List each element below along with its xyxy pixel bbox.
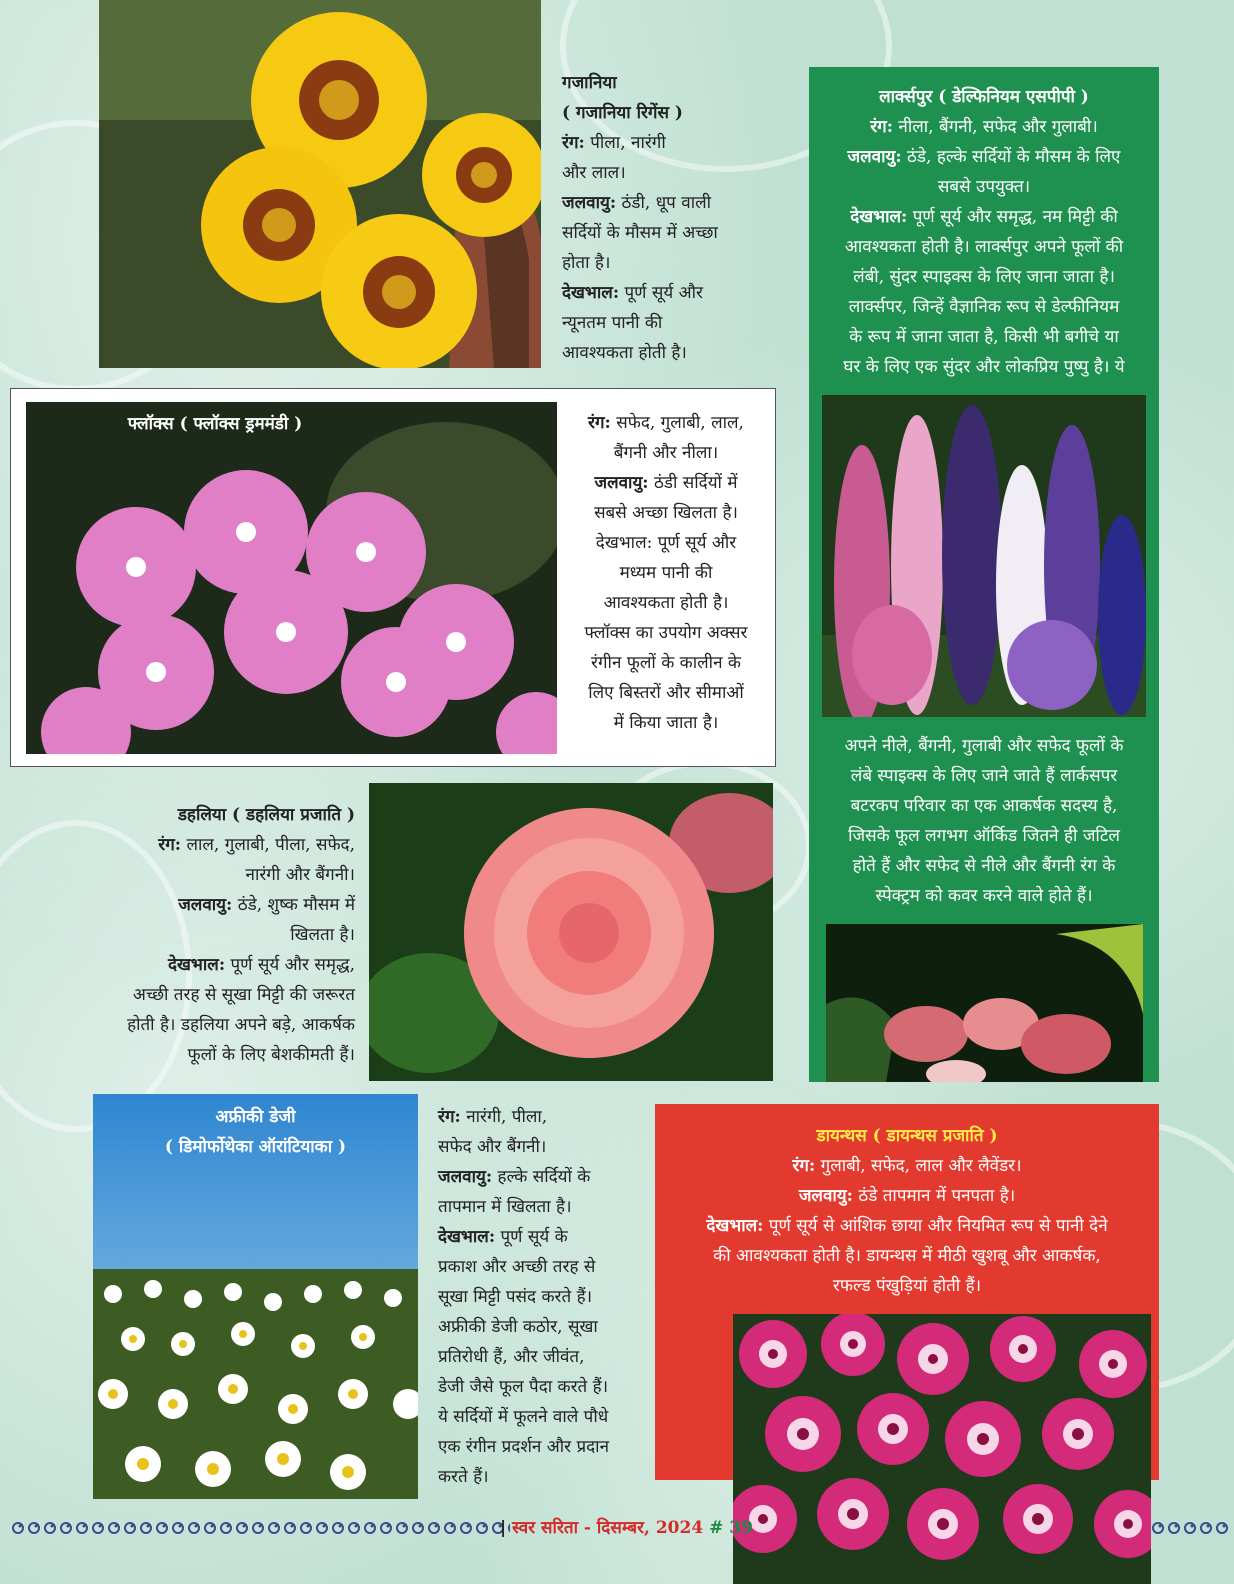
larkspur-line: आवश्यकता होती है। लार्क्सपुर अपने फूलों की xyxy=(844,237,1124,257)
phlox-line: रंगीन फूलों के कालीन के xyxy=(591,653,741,673)
african-daisy-title: अफ्रीकी डेजी ( डिमोर्फोथेका ऑरांटियाका ) xyxy=(164,1107,347,1157)
care-label: देखभाल: xyxy=(562,283,620,303)
page-number: # 39 xyxy=(709,1518,753,1538)
larkspur-line: बटरकप परिवार का एक आकर्षक सदस्य है, xyxy=(850,796,1118,816)
magazine-name: स्वर सरिता xyxy=(512,1518,578,1538)
african-daisy-line: करते हैं। xyxy=(438,1467,489,1487)
dianthus-line: की आवश्यकता होती है। डायन्थस में मीठी खुशबू और आकर्षक, xyxy=(713,1246,1101,1266)
issue-date: दिसम्बर, 2024 xyxy=(596,1518,704,1538)
larkspur-line: घर के लिए एक सुंदर और लोकप्रिय पुष्पु है। ये xyxy=(843,357,1125,377)
dahlia-photo xyxy=(369,783,773,1081)
phlox-line: लिए बिस्तरों और सीमाओं xyxy=(588,683,744,703)
larkspur-title: लार्क्सपुर ( डेल्फिनियम एसपीपी ) xyxy=(879,87,1089,107)
larkspur-line: लंबे स्पाइक्स के लिए जाने जाते हैं लार्कसपर xyxy=(850,766,1118,786)
larkspur-line: होते हैं और सफेद से नीले और बैंगनी रंग के xyxy=(852,856,1116,876)
larkspur-line: अपने नीले, बैंगनी, गुलाबी और सफेद फूलों के xyxy=(844,736,1124,756)
phlox-text: रंग: सफेद, गुलाबी, लाल, बैंगनी और नीला। जलवायु: ठंडी सर्दियों में सबसे अच्छा खिलता है। देखभाल: पूर्ण सूर्य और मध्यम पानी की आवश्यकता होती है। फ्लॉक्स का उपयोग अक्सर रंगीन फूलों के कालीन के लिए बिस्तरों और सीमाओं में किया जाता है। xyxy=(566,408,766,738)
gazania-subtitle: ( गजानिया रिगेंस ) xyxy=(562,103,683,123)
page-footer: | स्वर सरिता - दिसम्बर, 2024 # 39 xyxy=(0,1512,1234,1542)
gazania-photo xyxy=(99,0,541,368)
footer-ornament-right xyxy=(1150,1512,1230,1542)
phlox-photo xyxy=(26,402,557,754)
phlox-line: में किया जाता है। xyxy=(613,713,719,733)
african-daisy-line: सूखा मिट्टी पसंद करते हैं। xyxy=(438,1287,593,1307)
gazania-title: गजानिया xyxy=(562,73,617,93)
dianthus-text: डायन्थस ( डायन्थस प्रजाति ) रंग: गुलाबी, सफेद, लाल और लैवेंडर। जलवायु: ठंडे तापमान में पनपता है। देखभाल: पूर्ण सूर्य से आंशिक छाया और नियमित रूप से पानी देने की आवश्यकता होती है। डायन्थस में मीठी खुशबू और आकर्षक, रफल्ड पंखुड़ियां होती हैं। xyxy=(655,1121,1159,1301)
african-daisy-line: डेजी जैसे फूल पैदा करते हैं। xyxy=(438,1377,609,1397)
african-daisy-line: एक रंगीन प्रदर्शन और प्रदान xyxy=(438,1437,610,1457)
african-daisy-text: रंग: नारंगी, पीला, सफेद और बैंगनी। जलवायु: हल्के सर्दियों के तापमान में खिलता है। देखभाल: पूर्ण सूर्य के प्रकाश और अच्छी तरह से सूखा मिट्टी पसंद करते हैं। अफ्रीकी डेजी कठोर, सूखा प्रतिरोधी हैं, और जीवंत, डेजी जैसे फूल पैदा करते हैं। ये सर्दियों में फूलने वाले पौधे एक रंगीन प्रदर्शन और प्रदान करते हैं। xyxy=(438,1102,658,1492)
larkspur-line: के रूप में जाना जाता है, किसी भी बगीचे या xyxy=(849,327,1119,347)
larkspur-line: लंबी, सुंदर स्पाइक्स के लिए जाना जाता है। xyxy=(853,267,1115,287)
phlox-title: फ्लॉक्स ( फ्लॉक्स ड्रममंडी ) xyxy=(127,414,303,434)
gazania-text: गजानिया ( गजानिया रिगेंस ) रंग: पीला, नारंगी और लाल। जलवायु: ठंडी, धूप वाली सर्दियों के मौसम में अच्छा होता है। देखभाल: पूर्ण सूर्य और न्यूनतम पानी की आवश्यकता होती है। xyxy=(562,68,792,368)
larkspur-text-top: लार्क्सपुर ( डेल्फिनियम एसपीपी ) रंग: नीला, बैंगनी, सफेद और गुलाबी। जलवायु: ठंडे, हल्के सर्दियों के मौसम के लिए सबसे उपयुक्त। देखभाल: पूर्ण सूर्य और समृद्ध, नम मिट्टी की आवश्यकता होती है। लार्क्सपुर अपने फूलों की लंबी, सुंदर स्पाइक्स के लिए जाना जाता है। लार्क्सपर, जिन्हें वैज्ञानिक रूप से डेल्फीनियम के रूप में जाना जाता है, किसी भी बगीचे या घर के लिए एक सुंदर और लोकप्रिय पुष्पु है। ये xyxy=(809,82,1159,382)
dianthus-photo xyxy=(733,1314,1151,1584)
larkspur-text-bottom xyxy=(809,731,1159,911)
dahlia-line: फूलों के लिए बेशकीमती हैं। xyxy=(187,1045,355,1065)
larkspur-photo xyxy=(822,395,1146,717)
african-daisy-line: अफ्रीकी डेजी कठोर, सूखा xyxy=(438,1317,598,1337)
dianthus-title: डायन्थस ( डायन्थस प्रजाति ) xyxy=(816,1126,998,1146)
phlox-line: देखभाल: पूर्ण सूर्य और xyxy=(595,533,737,553)
larkspur-photo-2 xyxy=(826,924,1143,1082)
phlox-line: फ्लॉक्स का उपयोग अक्सर xyxy=(584,623,748,643)
african-daisy-line: ये सर्दियों में फूलने वाले पौधे xyxy=(438,1407,609,1427)
dahlia-line: होती है। डहलिया अपने बड़े, आकर्षक xyxy=(127,1015,355,1035)
larkspur-line: लार्क्सपर, जिन्हें वैज्ञानिक रूप से डेल्फीनियम xyxy=(848,297,1120,317)
footer-ornament-left xyxy=(10,1512,510,1542)
climate-label: जलवायु: xyxy=(562,193,617,213)
dahlia-text: डहलिया ( डहलिया प्रजाति ) रंग: लाल, गुलाबी, पीला, सफेद, नारंगी और बैंगनी। जलवायु: ठंडे, शुष्क मौसम में खिलता है। देखभाल: पूर्ण सूर्य और समृद्ध, अच्छी तरह से सूखा मिट्टी की जरूरत होती है। डहलिया अपने बड़े, आकर्षक फूलों के लिए बेशकीमती हैं। xyxy=(80,800,355,1070)
dahlia-title: डहलिया ( डहलिया प्रजाति ) xyxy=(177,805,355,825)
dianthus-line: रफल्ड पंखुड़ियां होती हैं। xyxy=(832,1276,982,1296)
phlox-line: आवश्यकता होती है। xyxy=(603,593,729,613)
larkspur-line: स्पेक्ट्रम को कवर करने वाले होते हैं। xyxy=(875,886,1093,906)
dahlia-line: अच्छी तरह से सूखा मिट्टी की जरूरत xyxy=(132,985,355,1005)
larkspur-line: जिसके फूल लगभग ऑर्किड जितने ही जटिल xyxy=(848,826,1120,846)
african-daisy-line: प्रतिरोधी हैं, और जीवंत, xyxy=(438,1347,585,1367)
phlox-line: मध्यम पानी की xyxy=(619,563,713,583)
african-daisy-line: प्रकाश और अच्छी तरह से xyxy=(438,1257,596,1277)
color-label: रंग: xyxy=(562,133,585,153)
